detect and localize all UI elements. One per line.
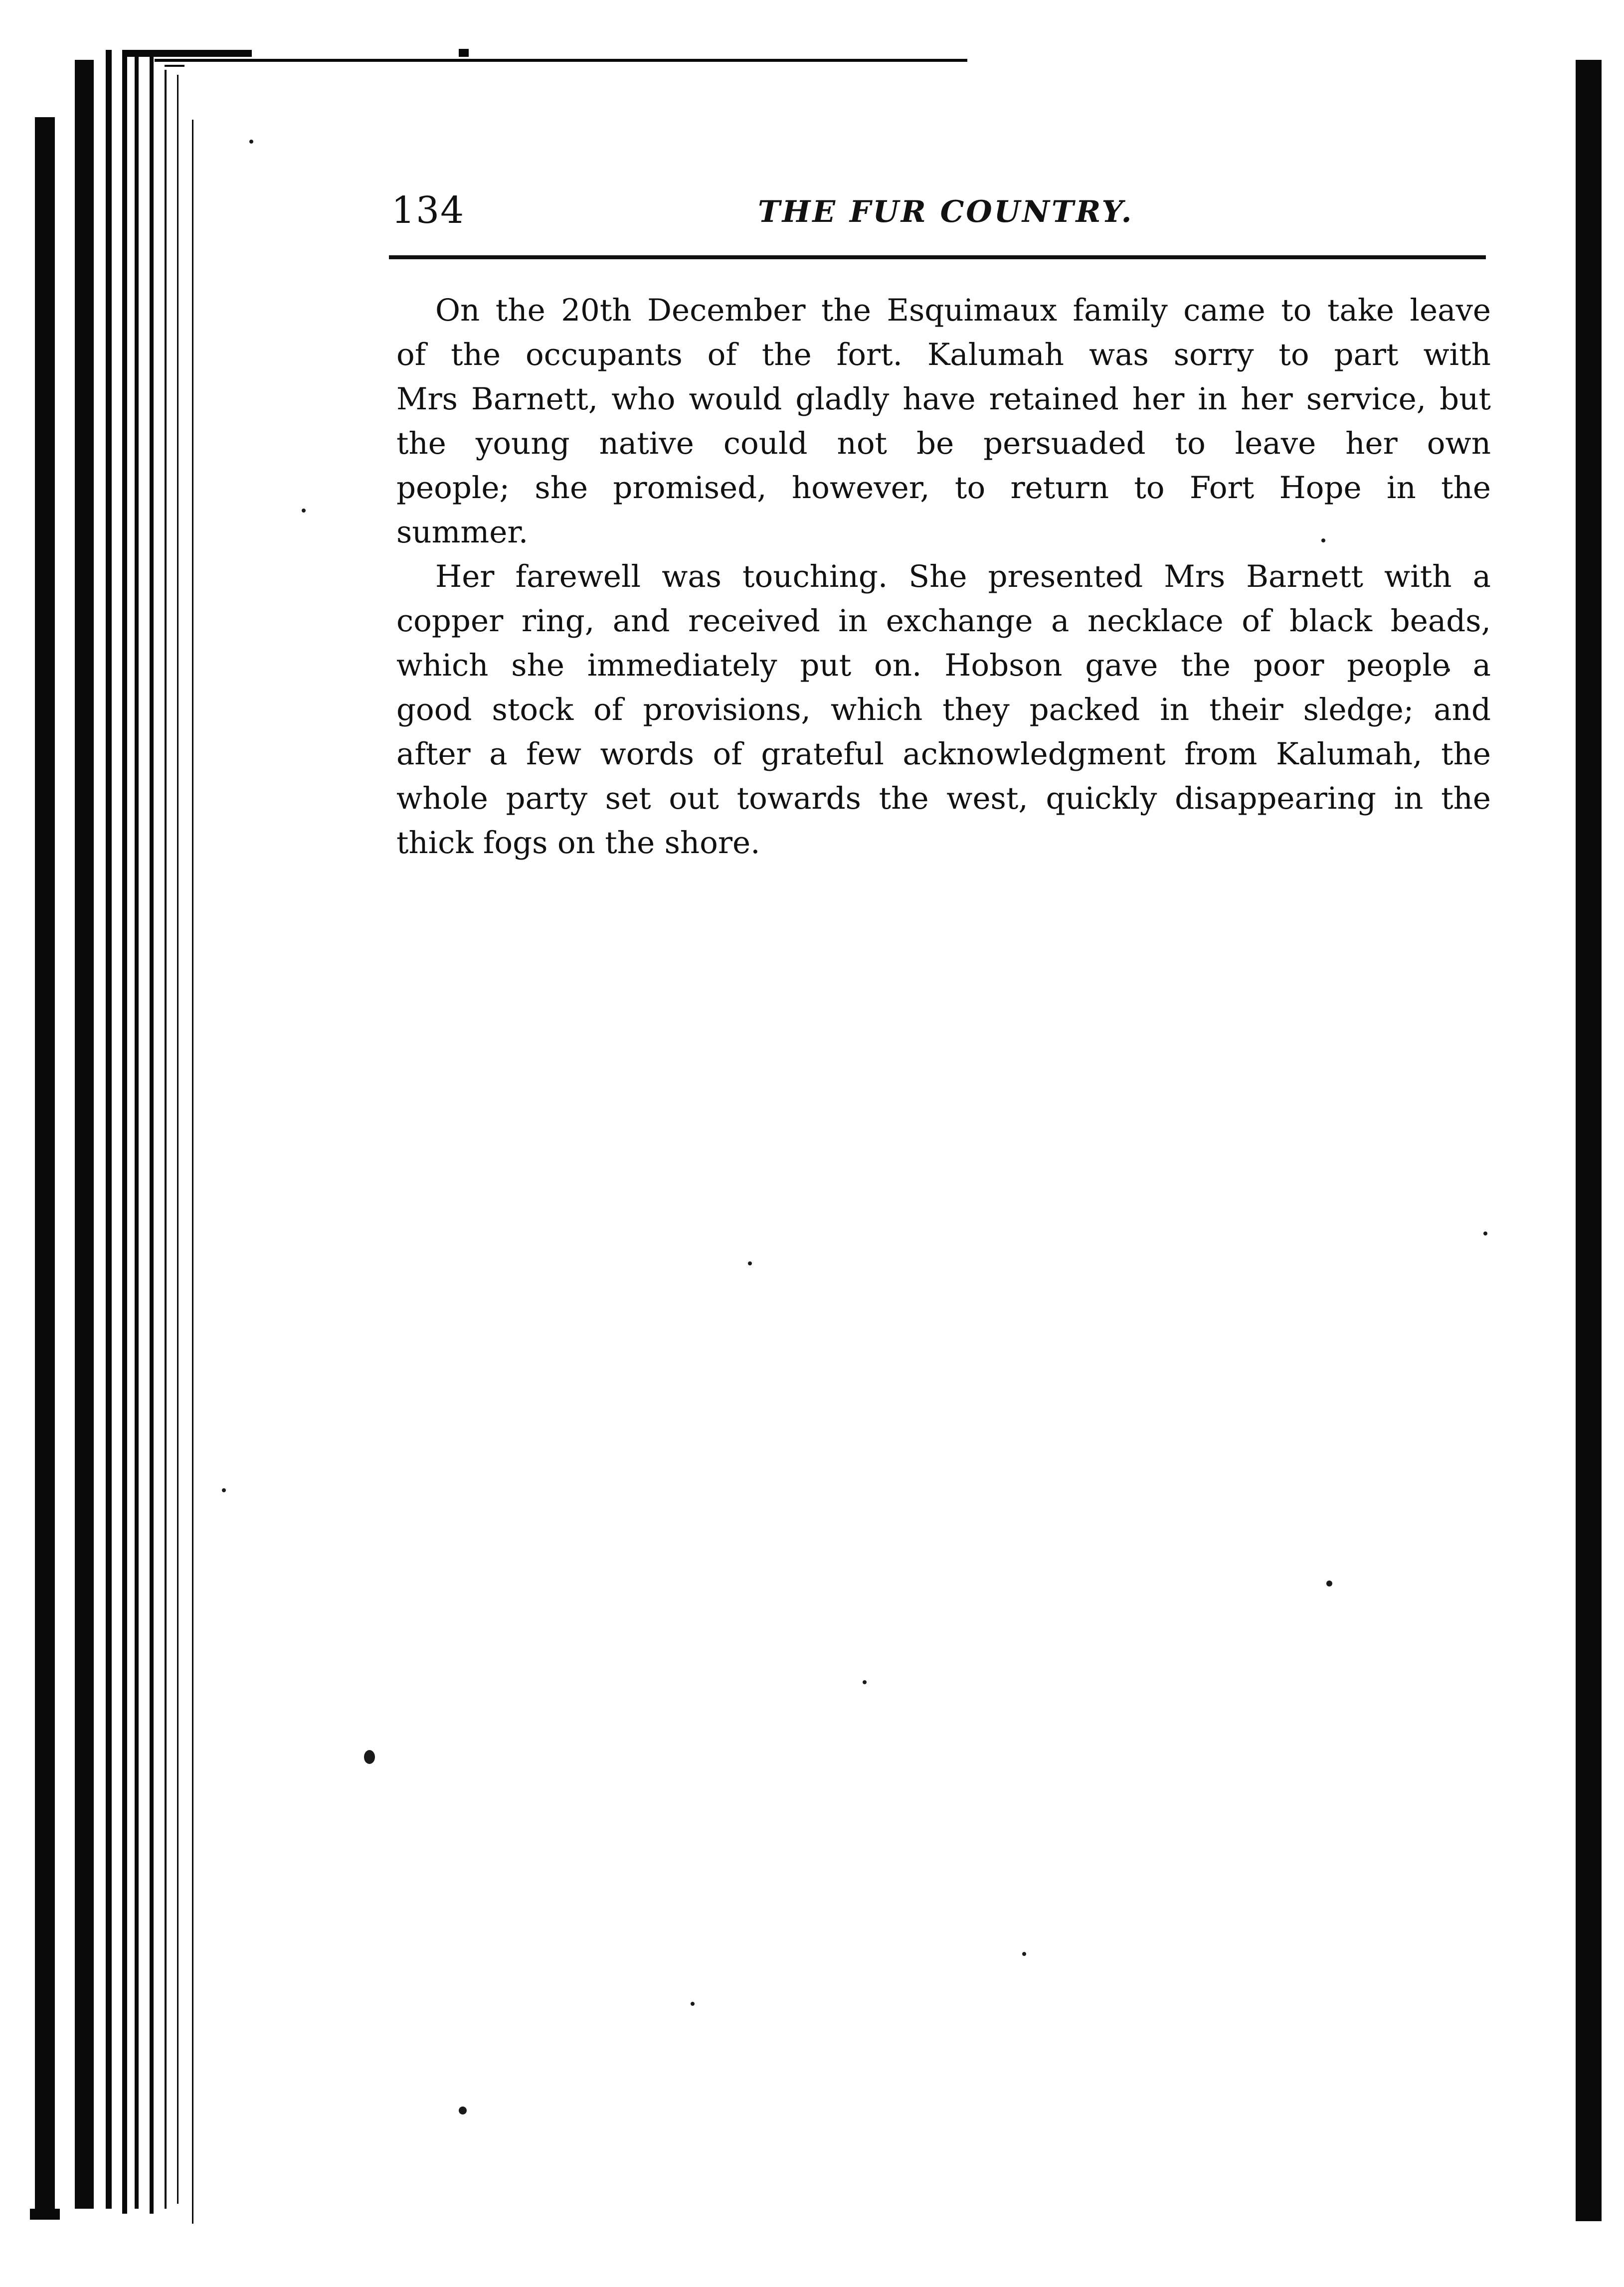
paragraph bbox=[396, 288, 1491, 554]
text-line: which she immediately put on. Hobson gave the poor people a bbox=[396, 648, 1491, 683]
scan-speck bbox=[1483, 1231, 1487, 1235]
text-line: people; she promised, however, to return to Fort Hope in the bbox=[396, 470, 1491, 506]
text-line: copper ring, and received in exchange a necklace of black beads, bbox=[396, 603, 1491, 639]
page-edge-shadow bbox=[155, 59, 967, 62]
binding-shadow bbox=[177, 75, 179, 2204]
text-line: whole party set out towards the west, quickly disappearing in the bbox=[396, 781, 1491, 816]
scan-speck bbox=[222, 1488, 226, 1492]
text-line: of the occupants of the fort. Kalumah was sorry to part with bbox=[396, 337, 1491, 372]
binding-shadow bbox=[192, 120, 193, 2224]
text-line: good stock of provisions, which they packed in their sledge; and bbox=[396, 692, 1491, 727]
scan-speck bbox=[1326, 1581, 1332, 1586]
page-number: 134 bbox=[391, 189, 465, 232]
binding-shadow bbox=[35, 117, 55, 2211]
scan-speck bbox=[302, 509, 306, 513]
binding-shadow bbox=[106, 50, 112, 2209]
running-title: THE FUR COUNTRY. bbox=[758, 194, 1134, 229]
page-edge-shadow bbox=[122, 50, 252, 57]
text-line: summer. bbox=[396, 515, 529, 550]
right-edge-shadow bbox=[1576, 60, 1602, 2221]
text-line: Mrs Barnett, who would gladly have retained her in her service, but bbox=[396, 381, 1491, 417]
binding-shadow bbox=[122, 55, 127, 2214]
scan-speck bbox=[364, 1750, 375, 1764]
binding-shadow bbox=[150, 50, 154, 2214]
binding-shadow bbox=[135, 55, 139, 2209]
header-rule bbox=[389, 255, 1486, 259]
scan-speck bbox=[691, 2002, 695, 2006]
page-edge-shadow bbox=[30, 2209, 60, 2220]
scan-speck bbox=[748, 1261, 752, 1265]
binding-shadow bbox=[75, 60, 94, 2209]
text-line: On the 20th December the Esquimaux family came to take leave bbox=[435, 293, 1491, 328]
scan-speck bbox=[249, 140, 253, 144]
text-line: Her farewell was touching. She presented Mrs Barnett with a bbox=[435, 559, 1491, 594]
body-text bbox=[396, 288, 1491, 865]
scan-speck bbox=[1022, 1952, 1026, 1956]
text-line: after a few words of grateful acknowledgment from Kalumah, the bbox=[396, 736, 1491, 772]
page-edge-shadow bbox=[165, 65, 184, 67]
binding-shadow bbox=[165, 70, 167, 2209]
scan-speck bbox=[863, 1680, 867, 1684]
text-line: thick fogs on the shore. bbox=[396, 825, 760, 861]
scan-speck bbox=[459, 2107, 467, 2114]
page-edge-shadow bbox=[459, 49, 469, 57]
text-line: the young native could not be persuaded to leave her own bbox=[396, 426, 1491, 461]
paragraph bbox=[396, 554, 1491, 865]
